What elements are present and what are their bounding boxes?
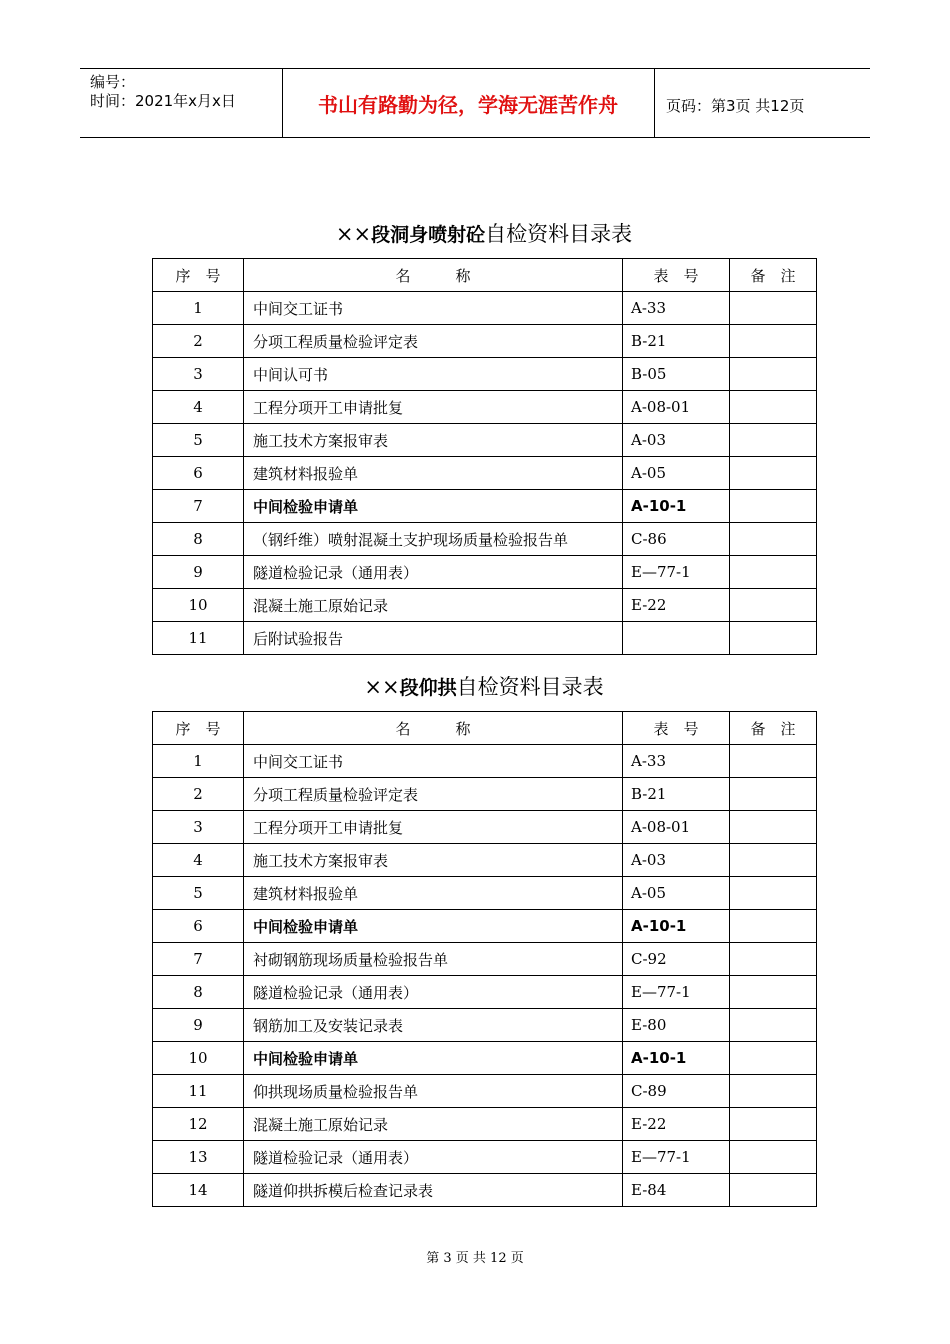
serial-label: 编号： (90, 73, 136, 91)
row-code: A-10-1 (623, 1042, 730, 1075)
row-code: A-03 (623, 424, 730, 457)
table-row (153, 523, 817, 556)
row-name: 衬砌钢筋现场质量检验报告单 (244, 943, 623, 976)
row-no: 3 (153, 358, 244, 391)
row-no: 12 (153, 1108, 244, 1141)
table-header-row (153, 259, 817, 292)
row-name: 中间检验申请单 (244, 490, 623, 523)
row-remark (730, 1042, 817, 1075)
row-no: 2 (153, 778, 244, 811)
table-row (153, 877, 817, 910)
row-remark (730, 877, 817, 910)
row-code: A-33 (623, 292, 730, 325)
row-no: 7 (153, 943, 244, 976)
table-row (153, 457, 817, 490)
row-remark (730, 976, 817, 1009)
table1-title (152, 218, 816, 248)
row-code: E-22 (623, 1108, 730, 1141)
row-code: E-84 (623, 1174, 730, 1207)
row-no: 11 (153, 1075, 244, 1108)
header-remark: 备 注 (730, 259, 817, 292)
row-no: 5 (153, 877, 244, 910)
row-name: 建筑材料报验单 (244, 457, 623, 490)
row-remark (730, 490, 817, 523)
row-remark (730, 1108, 817, 1141)
row-code: B-05 (623, 358, 730, 391)
row-name: 混凝土施工原始记录 (244, 589, 623, 622)
table-row (153, 391, 817, 424)
row-name: 施工技术方案报审表 (244, 844, 623, 877)
row-no: 11 (153, 622, 244, 655)
header-motto: 书山有路勤为径，学海无涯苦作舟 (318, 92, 618, 117)
row-no: 4 (153, 844, 244, 877)
row-name: 施工技术方案报审表 (244, 424, 623, 457)
row-name: 隧道仰拱拆模后检查记录表 (244, 1174, 623, 1207)
row-remark (730, 943, 817, 976)
row-remark (730, 589, 817, 622)
table-row (153, 1075, 817, 1108)
row-no: 7 (153, 490, 244, 523)
row-name: 隧道检验记录（通用表） (244, 976, 623, 1009)
table-row (153, 778, 817, 811)
row-no: 6 (153, 457, 244, 490)
table-row (153, 325, 817, 358)
row-code: E-22 (623, 589, 730, 622)
table1-title-bold: 段洞身喷射砼 (371, 224, 486, 246)
row-no: 1 (153, 745, 244, 778)
table2-title-prefix: ×× (364, 675, 400, 699)
table2-title-bold: 段仰拱 (399, 677, 457, 699)
row-remark (730, 745, 817, 778)
row-code: A-33 (623, 745, 730, 778)
table-row (153, 1108, 817, 1141)
table1-title-suffix: 自检资料目录表 (485, 222, 633, 246)
row-name: 中间检验申请单 (244, 910, 623, 943)
table1-title-prefix: ×× (335, 222, 372, 246)
header-page-info: 页码：第3页 共12页 (666, 97, 805, 115)
row-no: 13 (153, 1141, 244, 1174)
header-code: 表 号 (623, 259, 730, 292)
row-code: B-21 (623, 325, 730, 358)
table-row (153, 556, 817, 589)
table-row (153, 1141, 817, 1174)
row-remark (730, 556, 817, 589)
row-code: C-86 (623, 523, 730, 556)
row-no: 14 (153, 1174, 244, 1207)
table-row (153, 844, 817, 877)
table-row (153, 358, 817, 391)
table-row (153, 745, 817, 778)
row-no: 10 (153, 589, 244, 622)
row-name: 仰拱现场质量检验报告单 (244, 1075, 623, 1108)
row-no: 8 (153, 523, 244, 556)
row-remark (730, 844, 817, 877)
row-code: A-03 (623, 844, 730, 877)
row-name: 隧道检验记录（通用表） (244, 556, 623, 589)
row-code: A-05 (623, 457, 730, 490)
row-code: E—77-1 (623, 976, 730, 1009)
row-code: C-92 (623, 943, 730, 976)
row-remark (730, 325, 817, 358)
row-no: 3 (153, 811, 244, 844)
row-code: A-10-1 (623, 910, 730, 943)
row-code: E—77-1 (623, 556, 730, 589)
header-remark: 备 注 (730, 712, 817, 745)
table-row (153, 811, 817, 844)
row-name: 隧道检验记录（通用表） (244, 1141, 623, 1174)
header-no: 序 号 (153, 259, 244, 292)
row-remark (730, 910, 817, 943)
header-code: 表 号 (623, 712, 730, 745)
page-footer: 第 3 页 共 12 页 (426, 1251, 524, 1266)
row-code: A-10-1 (623, 490, 730, 523)
table-row (153, 589, 817, 622)
page-header (80, 68, 870, 138)
row-name: 混凝土施工原始记录 (244, 1108, 623, 1141)
row-remark (730, 1009, 817, 1042)
header-no: 序 号 (153, 712, 244, 745)
row-remark (730, 1174, 817, 1207)
table2-title (152, 671, 816, 701)
time-label: 时间：2021年x月x日 (90, 92, 236, 110)
row-name: 中间交工证书 (244, 292, 623, 325)
table-row (153, 910, 817, 943)
table-row (153, 1174, 817, 1207)
row-name: 建筑材料报验单 (244, 877, 623, 910)
header-divider (654, 69, 655, 137)
row-no: 2 (153, 325, 244, 358)
row-remark (730, 424, 817, 457)
row-no: 5 (153, 424, 244, 457)
row-remark (730, 622, 817, 655)
table-row (153, 490, 817, 523)
row-code: A-08-01 (623, 391, 730, 424)
row-code: A-05 (623, 877, 730, 910)
row-name: 分项工程质量检验评定表 (244, 325, 623, 358)
table-row (153, 1042, 817, 1075)
row-no: 10 (153, 1042, 244, 1075)
row-remark (730, 778, 817, 811)
row-name: 工程分项开工申请批复 (244, 811, 623, 844)
row-name: 中间交工证书 (244, 745, 623, 778)
row-name: （钢纤维）喷射混凝土支护现场质量检验报告单 (244, 523, 623, 556)
row-code: A-08-01 (623, 811, 730, 844)
table2-title-suffix: 自检资料目录表 (456, 675, 604, 699)
row-remark (730, 811, 817, 844)
row-remark (730, 1075, 817, 1108)
row-name: 分项工程质量检验评定表 (244, 778, 623, 811)
table-row (153, 1009, 817, 1042)
row-name: 钢筋加工及安装记录表 (244, 1009, 623, 1042)
row-remark (730, 457, 817, 490)
table1 (152, 258, 817, 655)
row-no: 8 (153, 976, 244, 1009)
row-name: 中间检验申请单 (244, 1042, 623, 1075)
table2 (152, 711, 817, 1207)
row-code: E-80 (623, 1009, 730, 1042)
table-row (153, 976, 817, 1009)
table-row (153, 943, 817, 976)
row-no: 1 (153, 292, 244, 325)
row-no: 9 (153, 1009, 244, 1042)
row-name: 后附试验报告 (244, 622, 623, 655)
header-name: 名 称 (244, 259, 623, 292)
row-remark (730, 523, 817, 556)
row-remark (730, 358, 817, 391)
table-row (153, 292, 817, 325)
table-row (153, 424, 817, 457)
row-no: 9 (153, 556, 244, 589)
row-code: E—77-1 (623, 1141, 730, 1174)
row-remark (730, 292, 817, 325)
table-header-row (153, 712, 817, 745)
row-no: 6 (153, 910, 244, 943)
row-remark (730, 391, 817, 424)
header-meta (90, 73, 236, 111)
table-row (153, 622, 817, 655)
row-code (623, 622, 730, 655)
row-name: 工程分项开工申请批复 (244, 391, 623, 424)
row-name: 中间认可书 (244, 358, 623, 391)
header-name: 名 称 (244, 712, 623, 745)
row-code: C-89 (623, 1075, 730, 1108)
row-code: B-21 (623, 778, 730, 811)
row-remark (730, 1141, 817, 1174)
row-no: 4 (153, 391, 244, 424)
